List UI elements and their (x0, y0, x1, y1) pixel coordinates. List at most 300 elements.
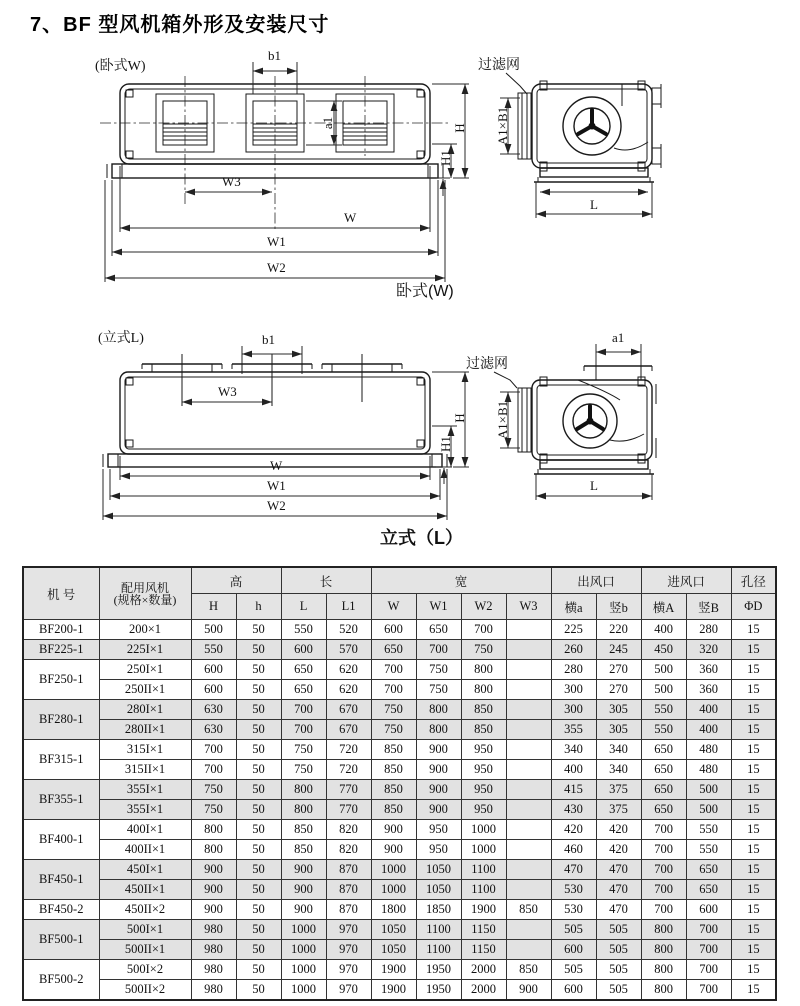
value-cell: 420 (596, 840, 641, 860)
value-cell: 430 (551, 800, 596, 820)
dim-label-W3: W3 (218, 384, 237, 399)
value-cell: 600 (281, 640, 326, 660)
fan-spec-cell: 500I×1 (99, 920, 191, 940)
value-cell: 50 (236, 760, 281, 780)
value-cell: 1000 (371, 880, 416, 900)
value-cell: 505 (596, 960, 641, 980)
value-cell: 1050 (416, 880, 461, 900)
value-cell: 1000 (371, 860, 416, 880)
value-cell: 1100 (461, 880, 506, 900)
value-cell: 900 (416, 740, 461, 760)
value-cell: 400 (551, 760, 596, 780)
value-cell: 50 (236, 820, 281, 840)
front-view-horizontal (95, 48, 469, 300)
fan-spec-cell: 500II×2 (99, 980, 191, 1001)
value-cell (506, 860, 551, 880)
value-cell: 650 (686, 880, 731, 900)
value-cell: 520 (326, 620, 371, 640)
dim-label-H: H (452, 123, 467, 133)
value-cell: 15 (731, 780, 776, 800)
value-cell: 700 (686, 940, 731, 960)
value-cell: 505 (596, 920, 641, 940)
value-cell: 850 (371, 760, 416, 780)
value-cell: 15 (731, 820, 776, 840)
th-sub-L1: L1 (326, 594, 371, 620)
value-cell: 600 (191, 680, 236, 700)
dim-W3 (182, 384, 272, 402)
filter-screen (518, 388, 531, 452)
value-cell (506, 820, 551, 840)
value-cell: 550 (686, 820, 731, 840)
th-sub-W1: W1 (416, 594, 461, 620)
value-cell: 700 (371, 660, 416, 680)
value-cell: 50 (236, 620, 281, 640)
value-cell: 245 (596, 640, 641, 660)
value-cell: 505 (596, 980, 641, 1001)
value-cell (506, 620, 551, 640)
value-cell: 630 (191, 720, 236, 740)
value-cell: 340 (596, 760, 641, 780)
dim-label-W3: W3 (222, 174, 241, 189)
dim-label-H1: H1 (438, 150, 453, 166)
dim-label-a1: a1 (320, 116, 335, 130)
value-cell: 850 (281, 820, 326, 840)
table-row (23, 780, 776, 800)
value-cell (506, 640, 551, 660)
value-cell: 300 (551, 680, 596, 700)
th-group-hole: 孔径 (731, 567, 776, 594)
value-cell: 620 (326, 680, 371, 700)
value-cell: 750 (191, 800, 236, 820)
value-cell: 700 (191, 760, 236, 780)
value-cell: 980 (191, 960, 236, 980)
value-cell (506, 840, 551, 860)
value-cell: 1000 (461, 820, 506, 840)
value-cell: 50 (236, 880, 281, 900)
value-cell: 1800 (371, 900, 416, 920)
value-cell: 320 (686, 640, 731, 660)
fan-impeller (563, 84, 648, 155)
dim-label-W1: W1 (267, 478, 286, 493)
value-cell: 300 (551, 700, 596, 720)
value-cell: 800 (416, 720, 461, 740)
value-cell: 800 (641, 980, 686, 1001)
fan-spec-cell: 500I×2 (99, 960, 191, 980)
value-cell: 15 (731, 880, 776, 900)
dim-label-A1B1: A1×B1 (495, 400, 510, 440)
value-cell: 550 (641, 720, 686, 740)
value-cell: 50 (236, 860, 281, 880)
value-cell: 1000 (281, 960, 326, 980)
th-sub-outlet-a: 横a (551, 594, 596, 620)
value-cell (506, 660, 551, 680)
machine-cell: BF450-2 (23, 900, 99, 920)
diagram-horizontal (0, 46, 800, 322)
value-cell: 850 (371, 740, 416, 760)
value-cell: 50 (236, 680, 281, 700)
value-cell: 500 (686, 780, 731, 800)
value-cell: 420 (596, 820, 641, 840)
value-cell: 670 (326, 720, 371, 740)
side-view-horizontal (478, 56, 661, 218)
machine-cell: BF500-2 (23, 960, 99, 1001)
value-cell: 280 (686, 620, 731, 640)
value-cell: 505 (596, 940, 641, 960)
value-cell: 1000 (281, 980, 326, 1001)
value-cell: 720 (326, 760, 371, 780)
value-cell: 1150 (461, 940, 506, 960)
value-cell: 15 (731, 980, 776, 1001)
value-cell (506, 940, 551, 960)
value-cell: 400 (686, 720, 731, 740)
value-cell: 900 (281, 880, 326, 900)
value-cell: 700 (461, 620, 506, 640)
machine-cell: BF280-1 (23, 700, 99, 740)
value-cell: 500 (686, 800, 731, 820)
dim-label-A1B1: A1×B1 (495, 106, 510, 146)
value-cell: 900 (371, 820, 416, 840)
value-cell: 15 (731, 920, 776, 940)
value-cell: 650 (641, 760, 686, 780)
value-cell: 900 (191, 860, 236, 880)
value-cell: 15 (731, 620, 776, 640)
value-cell: 600 (551, 940, 596, 960)
value-cell: 15 (731, 680, 776, 700)
value-cell: 750 (281, 760, 326, 780)
table-row (23, 800, 776, 820)
value-cell: 50 (236, 780, 281, 800)
dim-A1B1 (495, 98, 520, 154)
value-cell: 280 (551, 660, 596, 680)
table-row (23, 820, 776, 840)
value-cell: 750 (461, 640, 506, 660)
value-cell: 900 (506, 980, 551, 1001)
value-cell: 50 (236, 960, 281, 980)
value-cell: 260 (551, 640, 596, 660)
table-row (23, 740, 776, 760)
fan-spec-cell: 250I×1 (99, 660, 191, 680)
table-row (23, 720, 776, 740)
th-sub-L: L (281, 594, 326, 620)
fan-spec-cell: 315I×1 (99, 740, 191, 760)
value-cell: 470 (596, 900, 641, 920)
th-sub-outlet-b: 竖b (596, 594, 641, 620)
value-cell (506, 800, 551, 820)
value-cell: 1100 (416, 940, 461, 960)
value-cell: 700 (281, 700, 326, 720)
th-sub-h: h (236, 594, 281, 620)
filter-screen (518, 93, 531, 159)
fan-spec-cell: 450II×2 (99, 900, 191, 920)
value-cell: 570 (326, 640, 371, 660)
value-cell: 220 (596, 620, 641, 640)
view-caption: 卧式(W) (396, 283, 454, 300)
value-cell: 470 (596, 860, 641, 880)
side-view-vertical (466, 330, 656, 500)
value-cell: 415 (551, 780, 596, 800)
value-cell: 2000 (461, 960, 506, 980)
th-group-inlet: 进风口 (641, 567, 731, 594)
table-row (23, 760, 776, 780)
value-cell: 970 (326, 940, 371, 960)
value-cell: 850 (506, 960, 551, 980)
value-cell: 550 (281, 620, 326, 640)
value-cell: 650 (371, 640, 416, 660)
filter-label: 过滤网 (466, 357, 508, 372)
fan-spec-cell: 355I×1 (99, 800, 191, 820)
value-cell: 375 (596, 780, 641, 800)
table-row (23, 660, 776, 680)
dim-label-b1: b1 (268, 48, 281, 63)
value-cell (506, 920, 551, 940)
value-cell: 600 (686, 900, 731, 920)
value-cell: 800 (191, 840, 236, 860)
value-cell: 870 (326, 900, 371, 920)
value-cell: 650 (641, 800, 686, 820)
table-row (23, 640, 776, 660)
value-cell: 505 (551, 920, 596, 940)
value-cell: 1950 (416, 980, 461, 1001)
value-cell: 340 (596, 740, 641, 760)
dim-label-L: L (590, 197, 598, 212)
machine-cell: BF250-1 (23, 660, 99, 700)
th-group-width: 宽 (371, 567, 551, 594)
value-cell: 15 (731, 840, 776, 860)
machine-cell: BF355-1 (23, 780, 99, 820)
dim-a1 (596, 330, 641, 370)
value-cell: 950 (461, 780, 506, 800)
value-cell: 450 (641, 640, 686, 660)
value-cell: 800 (281, 800, 326, 820)
value-cell: 750 (416, 660, 461, 680)
dim-W3 (185, 174, 272, 192)
value-cell: 225 (551, 620, 596, 640)
table-row (23, 900, 776, 920)
value-cell: 900 (416, 800, 461, 820)
value-cell: 375 (596, 800, 641, 820)
value-cell: 1150 (461, 920, 506, 940)
value-cell: 700 (416, 640, 461, 660)
th-sub-hole-d: ΦD (731, 594, 776, 620)
value-cell: 1900 (461, 900, 506, 920)
value-cell: 600 (191, 660, 236, 680)
value-cell: 650 (281, 680, 326, 700)
th-fan-line2: (规格×数量) (113, 592, 177, 607)
value-cell: 950 (416, 820, 461, 840)
value-cell: 900 (191, 900, 236, 920)
value-cell: 1000 (281, 940, 326, 960)
dim-label-W: W (270, 458, 283, 473)
value-cell: 900 (416, 760, 461, 780)
value-cell: 270 (596, 680, 641, 700)
value-cell: 15 (731, 760, 776, 780)
fan-spec-cell: 280II×1 (99, 720, 191, 740)
header-row-groups (23, 567, 776, 594)
value-cell: 50 (236, 720, 281, 740)
view-label: (立式L) (98, 331, 144, 346)
value-cell: 50 (236, 940, 281, 960)
value-cell: 360 (686, 660, 731, 680)
value-cell: 770 (326, 780, 371, 800)
value-cell: 700 (686, 920, 731, 940)
dim-W (120, 456, 430, 480)
value-cell: 700 (641, 840, 686, 860)
table-row (23, 920, 776, 940)
machine-cell: BF450-1 (23, 860, 99, 900)
value-cell: 950 (461, 760, 506, 780)
value-cell: 550 (641, 700, 686, 720)
value-cell: 870 (326, 860, 371, 880)
fan-spec-cell: 400II×1 (99, 840, 191, 860)
value-cell: 1050 (416, 860, 461, 880)
value-cell: 1050 (371, 920, 416, 940)
view-label: (卧式W) (95, 59, 146, 74)
value-cell: 650 (416, 620, 461, 640)
value-cell: 530 (551, 880, 596, 900)
value-cell: 670 (326, 700, 371, 720)
value-cell: 700 (641, 820, 686, 840)
value-cell: 1900 (371, 980, 416, 1001)
value-cell: 770 (326, 800, 371, 820)
value-cell: 50 (236, 660, 281, 680)
value-cell: 305 (596, 700, 641, 720)
value-cell: 750 (416, 680, 461, 700)
value-cell: 1100 (461, 860, 506, 880)
value-cell: 800 (191, 820, 236, 840)
value-cell: 700 (641, 900, 686, 920)
dim-label-W1: W1 (267, 234, 286, 249)
value-cell: 15 (731, 740, 776, 760)
table-row (23, 860, 776, 880)
table-row (23, 940, 776, 960)
dim-label-W2: W2 (267, 498, 286, 513)
fan-spec-cell: 315II×1 (99, 760, 191, 780)
value-cell: 50 (236, 800, 281, 820)
value-cell: 800 (641, 960, 686, 980)
value-cell: 470 (596, 880, 641, 900)
th-sub-W3: W3 (506, 594, 551, 620)
fan-spec-cell: 280I×1 (99, 700, 191, 720)
value-cell: 50 (236, 740, 281, 760)
dimensions-table (22, 566, 777, 1001)
value-cell: 850 (281, 840, 326, 860)
value-cell: 15 (731, 900, 776, 920)
value-cell: 750 (281, 740, 326, 760)
value-cell: 850 (461, 700, 506, 720)
value-cell (506, 740, 551, 760)
value-cell: 750 (191, 780, 236, 800)
value-cell: 15 (731, 720, 776, 740)
dim-label-b1: b1 (262, 332, 275, 347)
value-cell: 750 (371, 720, 416, 740)
dim-label-H1: H1 (438, 436, 453, 452)
fan-spec-cell: 250II×1 (99, 680, 191, 700)
value-cell: 800 (641, 920, 686, 940)
value-cell: 700 (281, 720, 326, 740)
value-cell: 460 (551, 840, 596, 860)
value-cell: 700 (371, 680, 416, 700)
value-cell: 970 (326, 920, 371, 940)
value-cell: 850 (371, 800, 416, 820)
th-sub-W2: W2 (461, 594, 506, 620)
value-cell: 1900 (371, 960, 416, 980)
value-cell: 650 (281, 660, 326, 680)
view-caption: 立式（L） (380, 528, 463, 548)
table-row (23, 840, 776, 860)
machine-cell: BF315-1 (23, 740, 99, 780)
dim-b1 (253, 48, 297, 94)
value-cell: 270 (596, 660, 641, 680)
value-cell: 750 (371, 700, 416, 720)
value-cell: 50 (236, 980, 281, 1001)
value-cell: 1850 (416, 900, 461, 920)
machine-cell: BF225-1 (23, 640, 99, 660)
table-row (23, 620, 776, 640)
value-cell: 850 (371, 780, 416, 800)
dim-H1 (432, 144, 457, 178)
value-cell (506, 780, 551, 800)
value-cell: 500 (641, 680, 686, 700)
value-cell: 400 (686, 700, 731, 720)
machine-cell: BF200-1 (23, 620, 99, 640)
th-fan-line1: 配用风机 (120, 580, 169, 595)
value-cell: 970 (326, 980, 371, 1001)
value-cell: 700 (191, 740, 236, 760)
value-cell (506, 680, 551, 700)
dim-W1 (110, 469, 440, 500)
machine-cell: BF400-1 (23, 820, 99, 860)
value-cell: 870 (326, 880, 371, 900)
value-cell: 50 (236, 840, 281, 860)
value-cell: 50 (236, 920, 281, 940)
value-cell: 900 (416, 780, 461, 800)
value-cell: 650 (641, 780, 686, 800)
value-cell: 1000 (281, 920, 326, 940)
fan-spec-cell: 400I×1 (99, 820, 191, 840)
value-cell: 480 (686, 760, 731, 780)
filter-label: 过滤网 (478, 58, 520, 73)
value-cell: 800 (461, 680, 506, 700)
fan-spec-cell: 500II×1 (99, 940, 191, 960)
value-cell: 800 (461, 660, 506, 680)
value-cell: 1050 (371, 940, 416, 960)
value-cell: 820 (326, 840, 371, 860)
table-row (23, 880, 776, 900)
value-cell: 50 (236, 900, 281, 920)
value-cell: 15 (731, 700, 776, 720)
th-group-height: 高 (191, 567, 281, 594)
value-cell: 15 (731, 640, 776, 660)
value-cell: 505 (551, 960, 596, 980)
value-cell: 900 (191, 880, 236, 900)
value-cell (506, 720, 551, 740)
value-cell: 15 (731, 860, 776, 880)
value-cell: 2000 (461, 980, 506, 1001)
fan-spec-cell: 200×1 (99, 620, 191, 640)
table-row (23, 680, 776, 700)
value-cell: 950 (461, 800, 506, 820)
th-group-outlet: 出风口 (551, 567, 641, 594)
value-cell: 630 (191, 700, 236, 720)
value-cell: 620 (326, 660, 371, 680)
page-title: 7、BF 型风机箱外形及安装尺寸 (30, 14, 330, 36)
value-cell: 1950 (416, 960, 461, 980)
value-cell: 720 (326, 740, 371, 760)
th-group-length: 长 (281, 567, 371, 594)
value-cell: 980 (191, 920, 236, 940)
machine-cell: BF500-1 (23, 920, 99, 960)
fan-spec-cell: 450II×1 (99, 880, 191, 900)
